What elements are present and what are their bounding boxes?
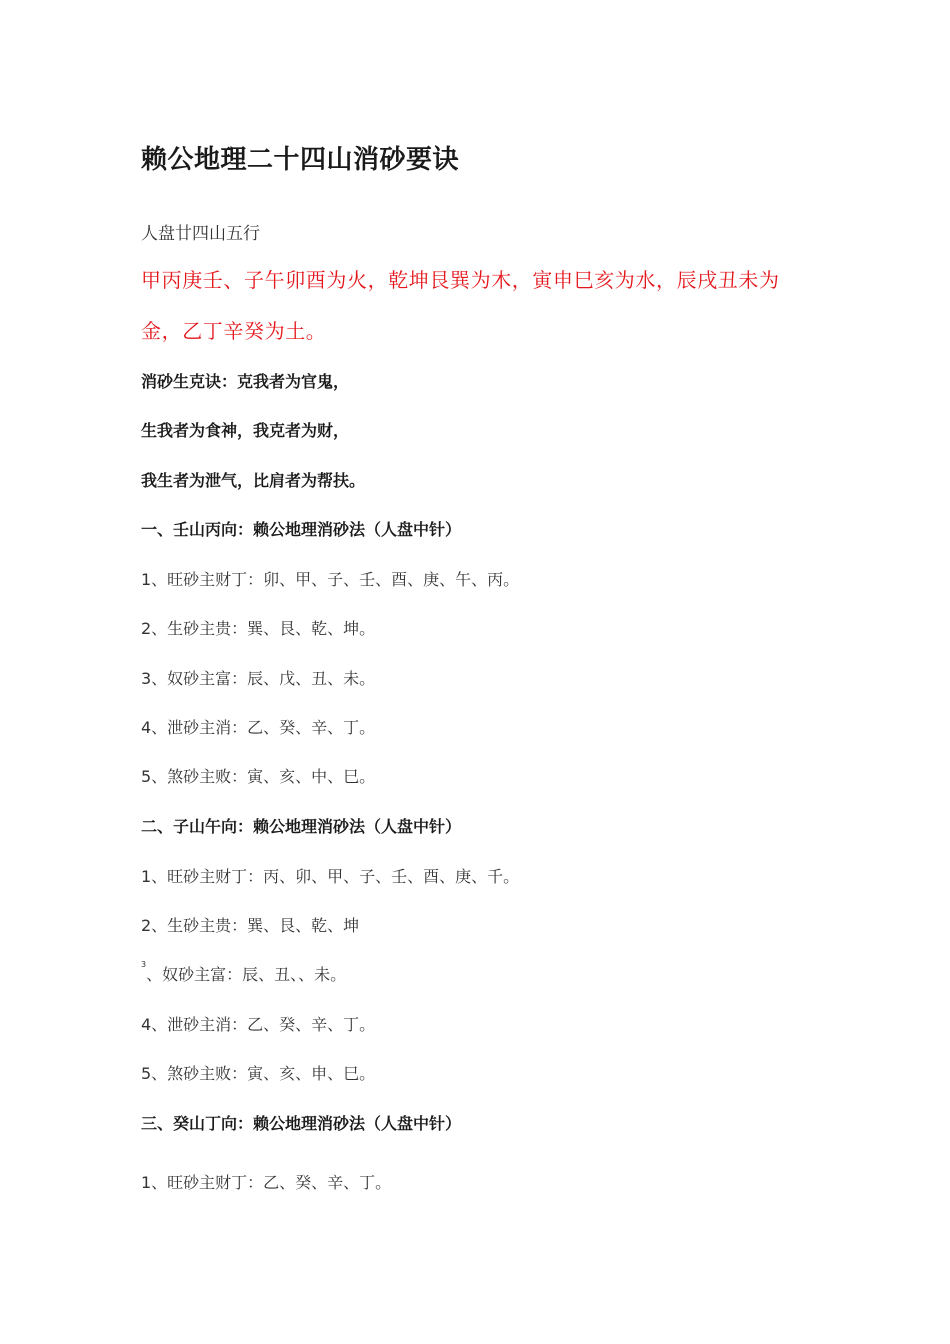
section-1-item: 4、泄砂主消：乙、癸、辛、丁。 — [141, 718, 376, 737]
five-elements-line-2: 金，乙丁辛癸为土。 — [141, 319, 327, 343]
section-1-item: 3、奴砂主富：辰、戊、丑、未。 — [141, 669, 376, 688]
section-3-heading: 三、癸山丁向：赖公地理消砂法（人盘中针） — [141, 1114, 462, 1133]
section-2-item: 5、煞砂主败：寅、亥、申、巳。 — [141, 1064, 376, 1083]
section-3-item: 1、旺砂主财丁：乙、癸、辛、丁。 — [141, 1173, 392, 1192]
rule-line-2: 生我者为食神，我克者为财， — [141, 421, 350, 440]
section-2-item: 2、生砂主贵：巽、艮、乾、坤 — [141, 916, 360, 935]
rule-line-3: 我生者为泄气，比肩者为帮扶。 — [141, 471, 366, 490]
section-1-item: 5、煞砂主败：寅、亥、中、巳。 — [141, 767, 376, 786]
section-2-item: 1、旺砂主财丁：丙、卯、甲、子、壬、酉、庚、千。 — [141, 867, 520, 886]
section-2-item: 4、泄砂主消：乙、癸、辛、丁。 — [141, 1015, 376, 1034]
five-elements-line-1: 甲丙庚壬、子午卯酉为火，乾坤艮巽为木，寅申巳亥为水，辰戌丑未为 — [141, 268, 780, 292]
superscript-number: 3 — [141, 960, 147, 969]
section-1-heading: 一、壬山丙向：赖公地理消砂法（人盘中针） — [141, 520, 462, 539]
section-2-item-text: 、奴砂主富：辰、丑、、未。 — [146, 965, 347, 984]
document-title: 赖公地理二十四山消砂要诀 — [141, 145, 460, 175]
section-1-item: 2、生砂主贵：巽、艮、乾、坤。 — [141, 619, 376, 638]
section-2-item — [141, 962, 346, 985]
section-1-item: 1、旺砂主财丁：卯、甲、子、壬、酉、庚、午、丙。 — [141, 570, 520, 589]
subheading: 人盘廿四山五行 — [141, 224, 260, 244]
rule-line-1: 消砂生克诀：克我者为官鬼， — [141, 372, 350, 391]
section-2-heading: 二、子山午向：赖公地理消砂法（人盘中针） — [141, 817, 462, 836]
